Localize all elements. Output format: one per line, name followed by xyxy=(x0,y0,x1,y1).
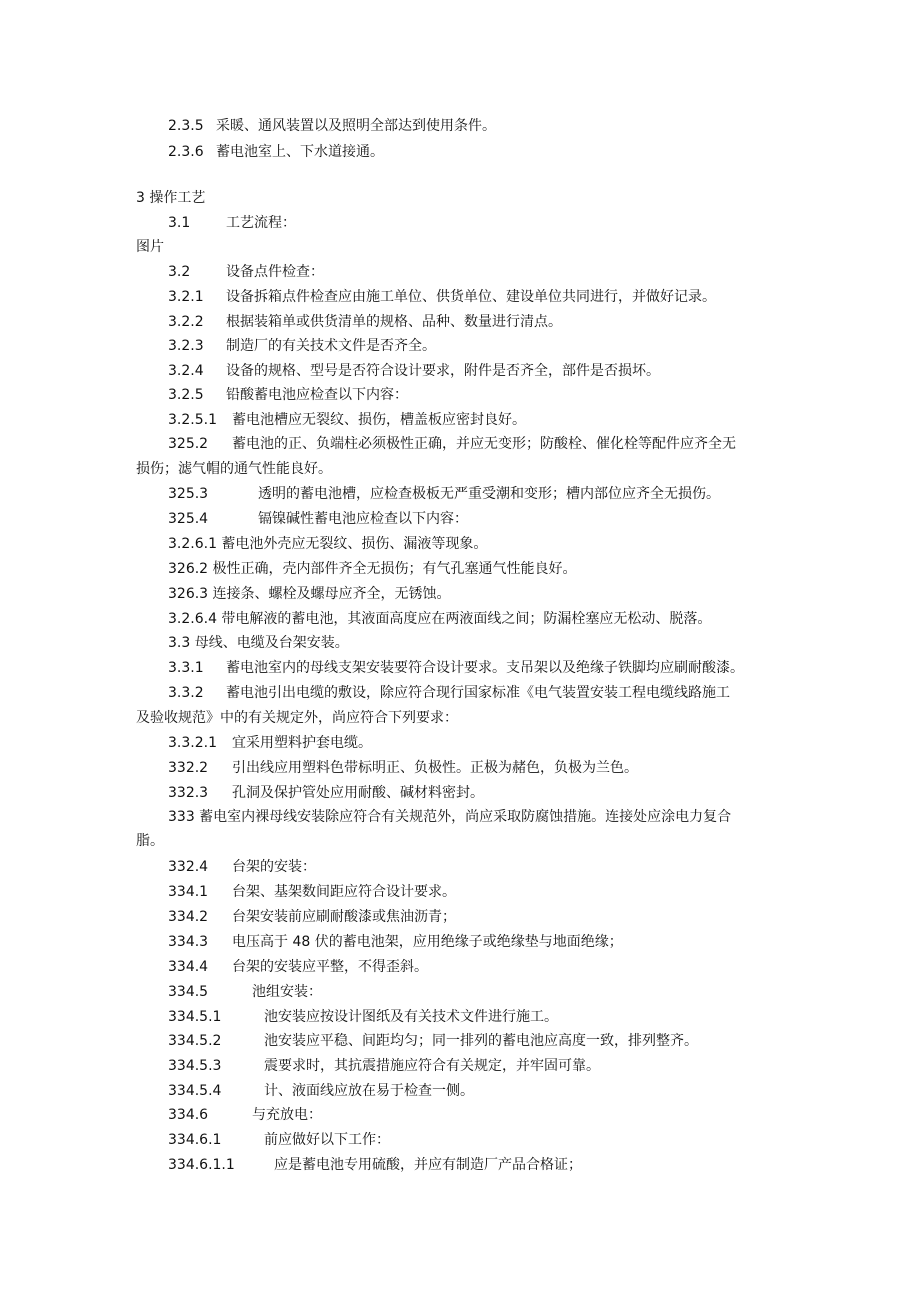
section-number: 3.2.5 xyxy=(168,387,204,403)
section-number: 3.2 xyxy=(168,264,191,280)
line-text: 设备点件检查： xyxy=(226,264,324,280)
line-text: 前应做好以下工作： xyxy=(264,1132,390,1148)
section-number: 2.3.6 xyxy=(168,144,204,160)
section-number: 3.2.4 xyxy=(168,363,204,379)
line-text: 制造厂的有关技术文件是否齐全。 xyxy=(226,338,436,354)
line-text: 设备的规格、型号是否符合设计要求，附件是否齐全，部件是否损坏。 xyxy=(226,363,660,379)
section-number: 3.3.2.1 xyxy=(168,735,217,751)
section-number: 334.6.1.1 xyxy=(168,1157,235,1173)
line-text: 引出线应用塑料色带标明正、负极性。正极为赭色，负极为兰色。 xyxy=(232,760,638,776)
line-text: 采暖、通风装置以及照明全部达到使用条件。 xyxy=(216,118,496,134)
section-number: 332.2 xyxy=(168,760,209,776)
line-text: 3.2.6.4 带电解液的蓄电池，其液面高度应在两液面线之间；防漏栓塞应无松动、脱落。 xyxy=(168,611,712,627)
line-text: 计、液面线应放在易于检查一侧。 xyxy=(264,1083,474,1099)
line-text: 铅酸蓄电池应检查以下内容： xyxy=(226,387,408,403)
section-number: 3.1 xyxy=(168,215,191,231)
line-text: 震要求时，其抗震措施应符合有关规定，并牢固可靠。 xyxy=(264,1058,600,1074)
line-text: 损伤；滤气帽的通气性能良好。 xyxy=(136,461,332,477)
section-number: 334.5.4 xyxy=(168,1083,222,1099)
section-number: 334.5.3 xyxy=(168,1058,222,1074)
section-number: 334.5 xyxy=(168,984,209,1000)
line-text: 池安装应平稳、间距均匀；同一排列的蓄电池应高度一致，排列整齐。 xyxy=(264,1033,698,1049)
line-text: 应是蓄电池专用硫酸，并应有制造厂产品合格证； xyxy=(274,1157,582,1173)
line-text: 工艺流程： xyxy=(226,215,296,231)
section-number: 334.5.1 xyxy=(168,1009,222,1025)
line-text: 孔洞及保护管处应用耐酸、碱材料密封。 xyxy=(232,785,484,801)
section-number: 334.5.2 xyxy=(168,1033,222,1049)
line-text: 台架安装前应刷耐酸漆或焦油沥青； xyxy=(232,909,456,925)
line-text: 蓄电池的正、负端柱必须极性正确，并应无变形；防酸栓、催化栓等配件应齐全无 xyxy=(232,436,736,452)
heading-text: 3 操作工艺 xyxy=(136,190,206,206)
line-text: 透明的蓄电池槽，应检查极板无严重受潮和变形；槽内部位应齐全无损伤。 xyxy=(258,486,720,502)
line-text: 池安装应按设计图纸及有关技术文件进行施工。 xyxy=(264,1009,558,1025)
section-number: 334.6 xyxy=(168,1107,209,1123)
line-text: 与充放电： xyxy=(252,1107,322,1123)
section-number: 325.2 xyxy=(168,436,209,452)
line-text: 326.2 极性正确，壳内部件齐全无损伤；有气孔塞通气性能良好。 xyxy=(168,561,577,577)
line-text: 蓄电池引出电缆的敷设，除应符合现行国家标准《电气装置安装工程电缆线路施工 xyxy=(226,685,730,701)
section-number: 3.2.1 xyxy=(168,289,204,305)
section-number: 334.1 xyxy=(168,884,209,900)
section-number: 3.2.2 xyxy=(168,314,204,330)
section-number: 3.2.5.1 xyxy=(168,412,217,428)
section-number: 3.3.2 xyxy=(168,685,204,701)
line-text: 蓄电池室内的母线支架安装要符合设计要求。支吊架以及绝缘子铁脚均应刷耐酸漆。 xyxy=(226,660,744,676)
image-placeholder-text: 图片 xyxy=(136,239,164,255)
section-number: 332.3 xyxy=(168,785,209,801)
section-number: 332.4 xyxy=(168,859,209,875)
line-text: 3.3 母线、电缆及台架安装。 xyxy=(168,635,349,651)
line-text: 宜采用塑料护套电缆。 xyxy=(232,735,372,751)
line-text: 电压高于 48 伏的蓄电池架，应用绝缘子或绝缘垫与地面绝缘； xyxy=(232,934,623,950)
line-text: 蓄电池室上、下水道接通。 xyxy=(216,144,384,160)
section-number: 325.3 xyxy=(168,486,209,502)
line-text: 池组安装： xyxy=(252,984,322,1000)
section-number: 334.3 xyxy=(168,934,209,950)
line-text: 台架的安装应平整，不得歪斜。 xyxy=(232,959,428,975)
line-text: 根据装箱单或供货清单的规格、品种、数量进行清点。 xyxy=(226,314,562,330)
section-number: 325.4 xyxy=(168,511,209,527)
line-text: 台架、基架数间距应符合设计要求。 xyxy=(232,884,456,900)
line-text: 脂。 xyxy=(136,833,164,849)
line-text: 及验收规范》中的有关规定外，尚应符合下列要求： xyxy=(136,710,458,726)
line-text: 蓄电池槽应无裂纹、损伤，槽盖板应密封良好。 xyxy=(232,412,526,428)
line-text: 333 蓄电室内裸母线安装除应符合有关规范外，尚应采取防腐蚀措施。连接处应涂电力复合 xyxy=(168,809,732,825)
line-text: 镉镍碱性蓄电池应检查以下内容： xyxy=(258,511,468,527)
section-number: 3.3.1 xyxy=(168,660,204,676)
section-number: 2.3.5 xyxy=(168,118,204,134)
line-text: 设备拆箱点件检查应由施工单位、供货单位、建设单位共同进行，并做好记录。 xyxy=(226,289,716,305)
line-text: 台架的安装： xyxy=(232,859,316,875)
line-text: 3.2.6.1 蓄电池外壳应无裂纹、损伤、漏液等现象。 xyxy=(168,536,488,552)
section-number: 334.6.1 xyxy=(168,1132,222,1148)
section-number: 334.2 xyxy=(168,909,209,925)
line-text: 326.3 连接条、螺栓及螺母应齐全，无锈蚀。 xyxy=(168,586,451,602)
section-number: 3.2.3 xyxy=(168,338,204,354)
section-number: 334.4 xyxy=(168,959,209,975)
